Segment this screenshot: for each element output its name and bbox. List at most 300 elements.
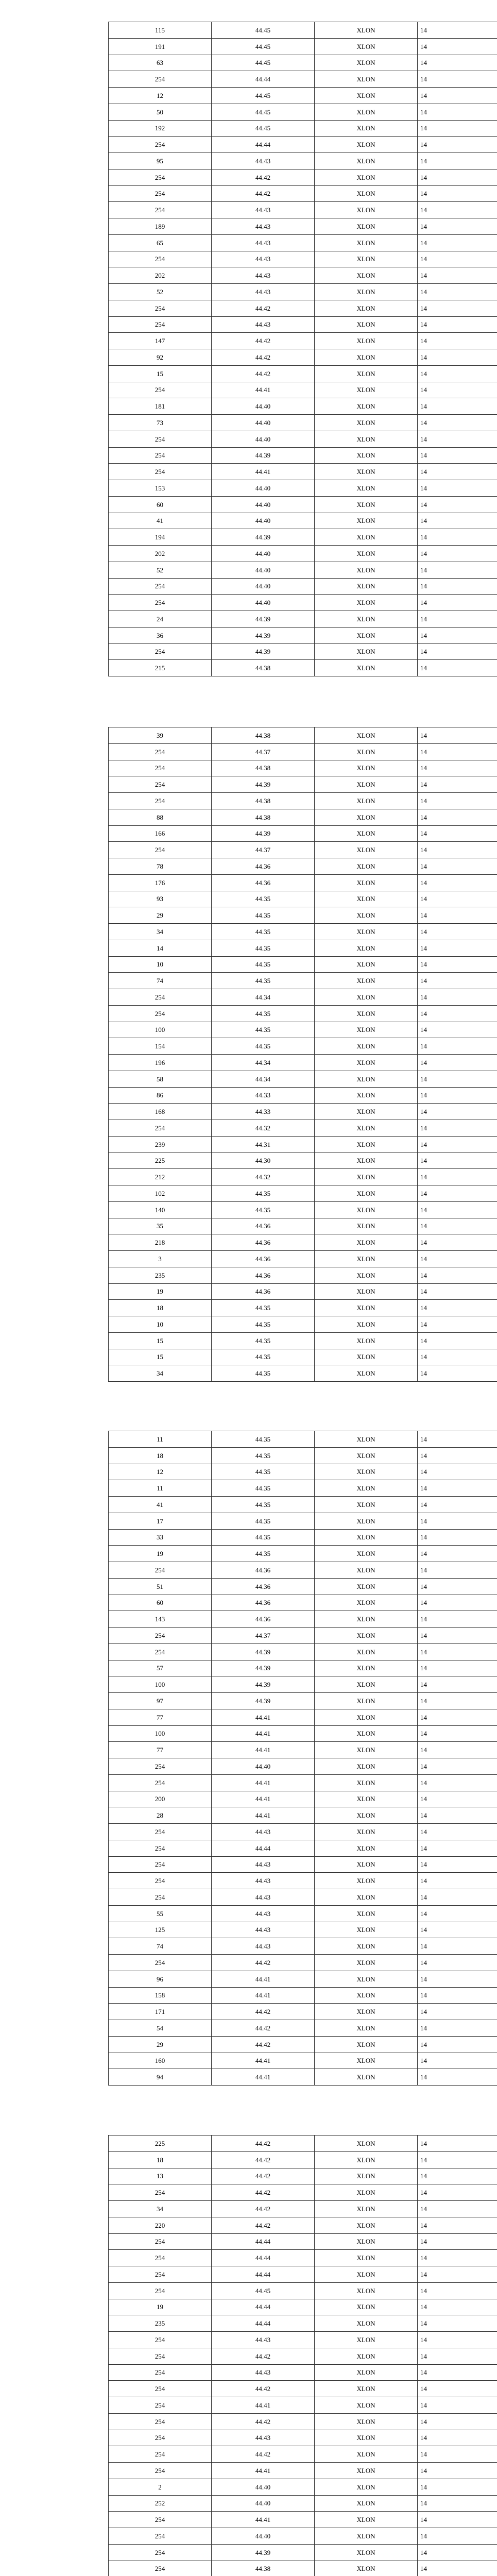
trade-quantity: 100 bbox=[109, 1676, 212, 1693]
trade-time bbox=[418, 2151, 497, 2168]
trade-time-text: 14 bbox=[420, 2401, 427, 2409]
table-row bbox=[109, 1316, 497, 1333]
table-row bbox=[109, 2217, 497, 2233]
trade-price: 44.35 bbox=[212, 924, 315, 940]
trade-venue: XLON bbox=[315, 202, 418, 218]
trade-venue: XLON bbox=[315, 185, 418, 202]
trade-venue: XLON bbox=[315, 2299, 418, 2315]
trade-quantity: 18 bbox=[109, 2151, 212, 2168]
trade-venue: XLON bbox=[315, 989, 418, 1006]
trade-time bbox=[418, 760, 497, 776]
trade-price: 44.36 bbox=[212, 1234, 315, 1251]
trade-quantity: 254 bbox=[109, 2463, 212, 2479]
trade-time bbox=[418, 2528, 497, 2545]
trade-time bbox=[418, 2266, 497, 2283]
trade-time-text: 14 bbox=[420, 1811, 427, 1820]
table-row bbox=[109, 415, 497, 431]
trade-time-text: 14 bbox=[420, 993, 427, 1001]
table-row bbox=[109, 760, 497, 776]
trade-price: 44.42 bbox=[212, 2004, 315, 2020]
trade-time-text: 14 bbox=[420, 1991, 427, 1999]
trade-time-text: 14 bbox=[420, 2319, 427, 2328]
table-row bbox=[109, 218, 497, 235]
trade-quantity: 52 bbox=[109, 284, 212, 300]
trade-venue: XLON bbox=[315, 2512, 418, 2528]
table-row bbox=[109, 2430, 497, 2446]
trade-venue: XLON bbox=[315, 2168, 418, 2184]
trade-quantity: 192 bbox=[109, 120, 212, 137]
trade-price: 44.43 bbox=[212, 316, 315, 333]
trade-table bbox=[108, 2135, 497, 2576]
table-row bbox=[109, 1464, 497, 1480]
trade-time bbox=[418, 169, 497, 185]
trade-quantity: 254 bbox=[109, 71, 212, 88]
trade-time bbox=[418, 1595, 497, 1611]
table-row bbox=[109, 169, 497, 185]
trade-price: 44.40 bbox=[212, 546, 315, 562]
trade-time bbox=[418, 1038, 497, 1055]
table-row bbox=[109, 2184, 497, 2201]
trade-price: 44.42 bbox=[212, 2036, 315, 2053]
trade-venue: XLON bbox=[315, 2184, 418, 2201]
trade-venue: XLON bbox=[315, 973, 418, 989]
table-row bbox=[109, 300, 497, 316]
trade-quantity: 254 bbox=[109, 776, 212, 793]
trade-quantity: 60 bbox=[109, 496, 212, 513]
trade-price: 44.35 bbox=[212, 1005, 315, 1022]
trade-time-text: 14 bbox=[420, 1762, 427, 1770]
trade-time bbox=[418, 349, 497, 366]
trade-quantity: 254 bbox=[109, 169, 212, 185]
trade-time bbox=[418, 793, 497, 809]
table-row bbox=[109, 1791, 497, 1807]
trade-quantity: 41 bbox=[109, 1497, 212, 1513]
trade-quantity: 254 bbox=[109, 1628, 212, 1644]
trade-time bbox=[418, 1807, 497, 1824]
trade-time-text: 14 bbox=[420, 272, 427, 280]
table-row bbox=[109, 1169, 497, 1185]
trade-venue: XLON bbox=[315, 2463, 418, 2479]
trade-quantity: 102 bbox=[109, 1185, 212, 1202]
table-row bbox=[109, 2479, 497, 2495]
table-page-4 bbox=[108, 2135, 497, 2576]
table-row bbox=[109, 1365, 497, 1382]
trade-quantity: 254 bbox=[109, 431, 212, 447]
trade-time bbox=[418, 2069, 497, 2086]
trade-quantity: 55 bbox=[109, 1905, 212, 1922]
trade-price: 44.38 bbox=[212, 760, 315, 776]
trade-time-text: 14 bbox=[420, 1860, 427, 1869]
table-row bbox=[109, 2512, 497, 2528]
trade-time-text: 14 bbox=[420, 1975, 427, 1983]
trade-venue: XLON bbox=[315, 793, 418, 809]
trade-time-text: 14 bbox=[420, 239, 427, 247]
table-row bbox=[109, 595, 497, 611]
trade-venue: XLON bbox=[315, 1922, 418, 1938]
trade-price: 44.40 bbox=[212, 480, 315, 497]
trade-price: 44.35 bbox=[212, 907, 315, 924]
table-row bbox=[109, 956, 497, 973]
trade-time bbox=[418, 1546, 497, 1562]
trade-time bbox=[418, 1513, 497, 1529]
trade-venue: XLON bbox=[315, 153, 418, 170]
trade-time-text: 14 bbox=[420, 304, 427, 312]
trade-venue: XLON bbox=[315, 1480, 418, 1497]
table-row bbox=[109, 1185, 497, 1202]
trade-price: 44.41 bbox=[212, 2069, 315, 2086]
trade-time-text: 14 bbox=[420, 2450, 427, 2459]
trade-venue: XLON bbox=[315, 956, 418, 973]
trade-price: 44.45 bbox=[212, 88, 315, 104]
trade-price: 44.36 bbox=[212, 1251, 315, 1267]
trade-venue: XLON bbox=[315, 1055, 418, 1071]
trade-time-text: 14 bbox=[420, 1877, 427, 1885]
table-row bbox=[109, 1938, 497, 1955]
trade-quantity: 19 bbox=[109, 1546, 212, 1562]
trade-price: 44.42 bbox=[212, 2136, 315, 2152]
trade-time bbox=[418, 1987, 497, 2004]
table-row bbox=[109, 973, 497, 989]
trade-price: 44.35 bbox=[212, 973, 315, 989]
trade-quantity: 254 bbox=[109, 185, 212, 202]
table-row bbox=[109, 940, 497, 956]
trade-venue: XLON bbox=[315, 2332, 418, 2348]
trade-time bbox=[418, 1971, 497, 1987]
trade-quantity: 254 bbox=[109, 300, 212, 316]
trade-price: 44.39 bbox=[212, 611, 315, 628]
table-row bbox=[109, 2413, 497, 2430]
trade-venue: XLON bbox=[315, 907, 418, 924]
trade-venue: XLON bbox=[315, 546, 418, 562]
trade-quantity: 10 bbox=[109, 956, 212, 973]
trade-price: 44.43 bbox=[212, 153, 315, 170]
table-page-1 bbox=[108, 22, 497, 676]
trade-venue: XLON bbox=[315, 1676, 418, 1693]
trade-venue: XLON bbox=[315, 1120, 418, 1137]
trade-venue: XLON bbox=[315, 333, 418, 349]
trade-price: 44.42 bbox=[212, 365, 315, 382]
trade-time bbox=[418, 2053, 497, 2069]
trade-venue: XLON bbox=[315, 1497, 418, 1513]
trade-quantity: 52 bbox=[109, 562, 212, 578]
table-row bbox=[109, 1856, 497, 1873]
trade-time bbox=[418, 956, 497, 973]
trade-time bbox=[418, 480, 497, 497]
trade-time bbox=[418, 776, 497, 793]
trade-price: 44.41 bbox=[212, 382, 315, 398]
trade-price: 44.35 bbox=[212, 1497, 315, 1513]
trade-venue: XLON bbox=[315, 874, 418, 891]
trade-venue: XLON bbox=[315, 1153, 418, 1169]
trade-venue: XLON bbox=[315, 562, 418, 578]
trade-price: 44.40 bbox=[212, 2479, 315, 2495]
trade-price: 44.35 bbox=[212, 1431, 315, 1448]
trade-quantity: 254 bbox=[109, 2561, 212, 2576]
trade-price: 44.43 bbox=[212, 284, 315, 300]
trade-venue: XLON bbox=[315, 218, 418, 235]
trade-time-text: 14 bbox=[420, 1664, 427, 1672]
trade-quantity: 94 bbox=[109, 2069, 212, 2086]
trade-time-text: 14 bbox=[420, 1336, 427, 1345]
trade-time bbox=[418, 1283, 497, 1300]
trade-time bbox=[418, 529, 497, 546]
trade-time-text: 14 bbox=[420, 2057, 427, 2065]
table-row bbox=[109, 2020, 497, 2037]
trade-time-text: 14 bbox=[420, 648, 427, 656]
trade-venue: XLON bbox=[315, 1758, 418, 1775]
trade-quantity: 41 bbox=[109, 513, 212, 529]
table-row bbox=[109, 2528, 497, 2545]
trade-time bbox=[418, 1431, 497, 1448]
trade-venue: XLON bbox=[315, 137, 418, 153]
table-row bbox=[109, 2495, 497, 2512]
trade-quantity: 252 bbox=[109, 2495, 212, 2512]
trade-price: 44.42 bbox=[212, 2020, 315, 2037]
trade-time-text: 14 bbox=[420, 533, 427, 541]
table-row bbox=[109, 1987, 497, 2004]
trade-venue: XLON bbox=[315, 1643, 418, 1660]
trade-price: 44.41 bbox=[212, 1987, 315, 2004]
trade-quantity: 215 bbox=[109, 660, 212, 676]
table-row bbox=[109, 2250, 497, 2266]
trade-quantity: 11 bbox=[109, 1431, 212, 1448]
trade-venue: XLON bbox=[315, 529, 418, 546]
table-row bbox=[109, 1300, 497, 1316]
trade-time-text: 14 bbox=[420, 2548, 427, 2556]
trade-price: 44.36 bbox=[212, 858, 315, 875]
trade-quantity: 254 bbox=[109, 2348, 212, 2364]
trade-venue: XLON bbox=[315, 924, 418, 940]
trade-time bbox=[418, 1529, 497, 1546]
table-row bbox=[109, 743, 497, 760]
trade-price: 44.40 bbox=[212, 431, 315, 447]
trade-time bbox=[418, 907, 497, 924]
trade-time bbox=[418, 382, 497, 398]
trade-price: 44.43 bbox=[212, 2332, 315, 2348]
trade-time bbox=[418, 1676, 497, 1693]
table-row bbox=[109, 1431, 497, 1448]
trade-price: 44.40 bbox=[212, 2528, 315, 2545]
trade-venue: XLON bbox=[315, 2397, 418, 2414]
trade-time-text: 14 bbox=[420, 484, 427, 492]
table-row bbox=[109, 1022, 497, 1038]
table-row bbox=[109, 1595, 497, 1611]
trade-quantity: 202 bbox=[109, 267, 212, 284]
trade-venue: XLON bbox=[315, 382, 418, 398]
trade-time bbox=[418, 1087, 497, 1104]
trade-time bbox=[418, 2036, 497, 2053]
trade-time-text: 14 bbox=[420, 846, 427, 854]
trade-venue: XLON bbox=[315, 1136, 418, 1153]
trade-price: 44.43 bbox=[212, 218, 315, 235]
trade-quantity: 143 bbox=[109, 1611, 212, 1628]
trade-price: 44.42 bbox=[212, 2168, 315, 2184]
table-row bbox=[109, 2266, 497, 2283]
trade-quantity: 74 bbox=[109, 1938, 212, 1955]
trade-quantity: 254 bbox=[109, 1120, 212, 1137]
trade-venue: XLON bbox=[315, 1464, 418, 1480]
trade-time bbox=[418, 1562, 497, 1579]
trade-time bbox=[418, 333, 497, 349]
trade-venue: XLON bbox=[315, 1218, 418, 1234]
trade-quantity: 19 bbox=[109, 2299, 212, 2315]
trade-venue: XLON bbox=[315, 431, 418, 447]
trade-quantity: 160 bbox=[109, 2053, 212, 2069]
trade-time bbox=[418, 1742, 497, 1758]
trade-time-text: 14 bbox=[420, 1157, 427, 1165]
trade-price: 44.41 bbox=[212, 464, 315, 480]
trade-venue: XLON bbox=[315, 2528, 418, 2545]
trade-quantity: 15 bbox=[109, 1332, 212, 1349]
trade-time bbox=[418, 2250, 497, 2266]
trade-price: 44.34 bbox=[212, 1071, 315, 1087]
trade-price: 44.40 bbox=[212, 2495, 315, 2512]
table-row bbox=[109, 234, 497, 251]
trade-venue: XLON bbox=[315, 2036, 418, 2053]
trade-price: 44.41 bbox=[212, 1807, 315, 1824]
trade-venue: XLON bbox=[315, 611, 418, 628]
trade-venue: XLON bbox=[315, 2479, 418, 2495]
trade-quantity: 77 bbox=[109, 1742, 212, 1758]
table-row bbox=[109, 185, 497, 202]
trade-venue: XLON bbox=[315, 1725, 418, 1742]
trade-price: 44.43 bbox=[212, 2364, 315, 2381]
table-row bbox=[109, 1546, 497, 1562]
trade-time-text: 14 bbox=[420, 1320, 427, 1328]
trade-price: 44.43 bbox=[212, 1889, 315, 1906]
trade-time bbox=[418, 1005, 497, 1022]
trade-venue: XLON bbox=[315, 2053, 418, 2069]
trade-time-text: 14 bbox=[420, 2417, 427, 2426]
table-row bbox=[109, 1643, 497, 1660]
trade-time-text: 14 bbox=[420, 1271, 427, 1279]
trade-quantity: 58 bbox=[109, 1071, 212, 1087]
trade-venue: XLON bbox=[315, 2233, 418, 2250]
trade-price: 44.35 bbox=[212, 1365, 315, 1382]
trade-time bbox=[418, 2217, 497, 2233]
table-row bbox=[109, 2168, 497, 2184]
trade-time-text: 14 bbox=[420, 960, 427, 969]
trade-venue: XLON bbox=[315, 595, 418, 611]
trade-price: 44.36 bbox=[212, 1218, 315, 1234]
trade-time bbox=[418, 2201, 497, 2217]
trade-quantity: 78 bbox=[109, 858, 212, 875]
table-row bbox=[109, 1251, 497, 1267]
trade-price: 44.37 bbox=[212, 743, 315, 760]
trade-price: 44.30 bbox=[212, 1153, 315, 1169]
trade-price: 44.43 bbox=[212, 1824, 315, 1840]
trade-time bbox=[418, 513, 497, 529]
table-row bbox=[109, 2463, 497, 2479]
table-row bbox=[109, 365, 497, 382]
trade-time bbox=[418, 1824, 497, 1840]
table-row bbox=[109, 858, 497, 875]
trade-time-text: 14 bbox=[420, 2303, 427, 2311]
trade-price: 44.42 bbox=[212, 2201, 315, 2217]
trade-quantity: 171 bbox=[109, 2004, 212, 2020]
trade-time-text: 14 bbox=[420, 1124, 427, 1132]
trade-time-text: 14 bbox=[420, 2483, 427, 2491]
trade-venue: XLON bbox=[315, 1807, 418, 1824]
trade-venue: XLON bbox=[315, 1087, 418, 1104]
trade-price: 44.38 bbox=[212, 793, 315, 809]
trade-time-text: 14 bbox=[420, 1648, 427, 1656]
trade-time bbox=[418, 1922, 497, 1938]
trade-venue: XLON bbox=[315, 1316, 418, 1333]
trade-time bbox=[418, 2561, 497, 2576]
trade-price: 44.40 bbox=[212, 496, 315, 513]
trade-quantity: 35 bbox=[109, 1218, 212, 1234]
trade-time-text: 14 bbox=[420, 206, 427, 214]
trade-quantity: 125 bbox=[109, 1922, 212, 1938]
table-row bbox=[109, 1873, 497, 1889]
trade-time-text: 14 bbox=[420, 1173, 427, 1181]
trade-time bbox=[418, 2495, 497, 2512]
trade-time-text: 14 bbox=[420, 2434, 427, 2442]
trade-venue: XLON bbox=[315, 88, 418, 104]
table-row bbox=[109, 562, 497, 578]
trade-venue: XLON bbox=[315, 1267, 418, 1283]
table-row bbox=[109, 1824, 497, 1840]
trade-venue: XLON bbox=[315, 1873, 418, 1889]
trade-time-text: 14 bbox=[420, 796, 427, 805]
trade-quantity: 181 bbox=[109, 398, 212, 415]
trade-quantity: 235 bbox=[109, 1267, 212, 1283]
trade-time bbox=[418, 660, 497, 676]
trade-venue: XLON bbox=[315, 300, 418, 316]
trade-venue: XLON bbox=[315, 1840, 418, 1856]
table-row bbox=[109, 1283, 497, 1300]
trade-quantity: 254 bbox=[109, 1856, 212, 1873]
trade-time bbox=[418, 1840, 497, 1856]
trade-quantity: 254 bbox=[109, 1643, 212, 1660]
trade-quantity: 57 bbox=[109, 1660, 212, 1676]
trade-time bbox=[418, 2233, 497, 2250]
trade-venue: XLON bbox=[315, 1038, 418, 1055]
trade-quantity: 17 bbox=[109, 1513, 212, 1529]
trade-time-text: 14 bbox=[420, 1893, 427, 1901]
trade-time bbox=[418, 2463, 497, 2479]
table-row bbox=[109, 2348, 497, 2364]
trade-time-text: 14 bbox=[420, 927, 427, 936]
trade-time-text: 14 bbox=[420, 369, 427, 378]
trade-time bbox=[418, 1120, 497, 1137]
trade-time-text: 14 bbox=[420, 1369, 427, 1378]
trade-quantity: 254 bbox=[109, 595, 212, 611]
trade-time-text: 14 bbox=[420, 435, 427, 443]
trade-time bbox=[418, 2136, 497, 2152]
trade-price: 44.38 bbox=[212, 727, 315, 744]
trade-time bbox=[418, 1153, 497, 1169]
table-row bbox=[109, 2561, 497, 2576]
trade-time-text: 14 bbox=[420, 895, 427, 903]
trade-time-text: 14 bbox=[420, 582, 427, 590]
trade-time bbox=[418, 1480, 497, 1497]
trade-price: 44.35 bbox=[212, 1022, 315, 1038]
trade-quantity: 73 bbox=[109, 415, 212, 431]
trade-time bbox=[418, 727, 497, 744]
trade-price: 44.42 bbox=[212, 333, 315, 349]
trade-venue: XLON bbox=[315, 480, 418, 497]
trade-time bbox=[418, 2364, 497, 2381]
trade-venue: XLON bbox=[315, 251, 418, 267]
trade-price: 44.36 bbox=[212, 1578, 315, 1595]
trade-time bbox=[418, 1628, 497, 1644]
trade-time bbox=[418, 202, 497, 218]
trade-time bbox=[418, 611, 497, 628]
trade-venue: XLON bbox=[315, 2381, 418, 2397]
trade-price: 44.35 bbox=[212, 1349, 315, 1365]
